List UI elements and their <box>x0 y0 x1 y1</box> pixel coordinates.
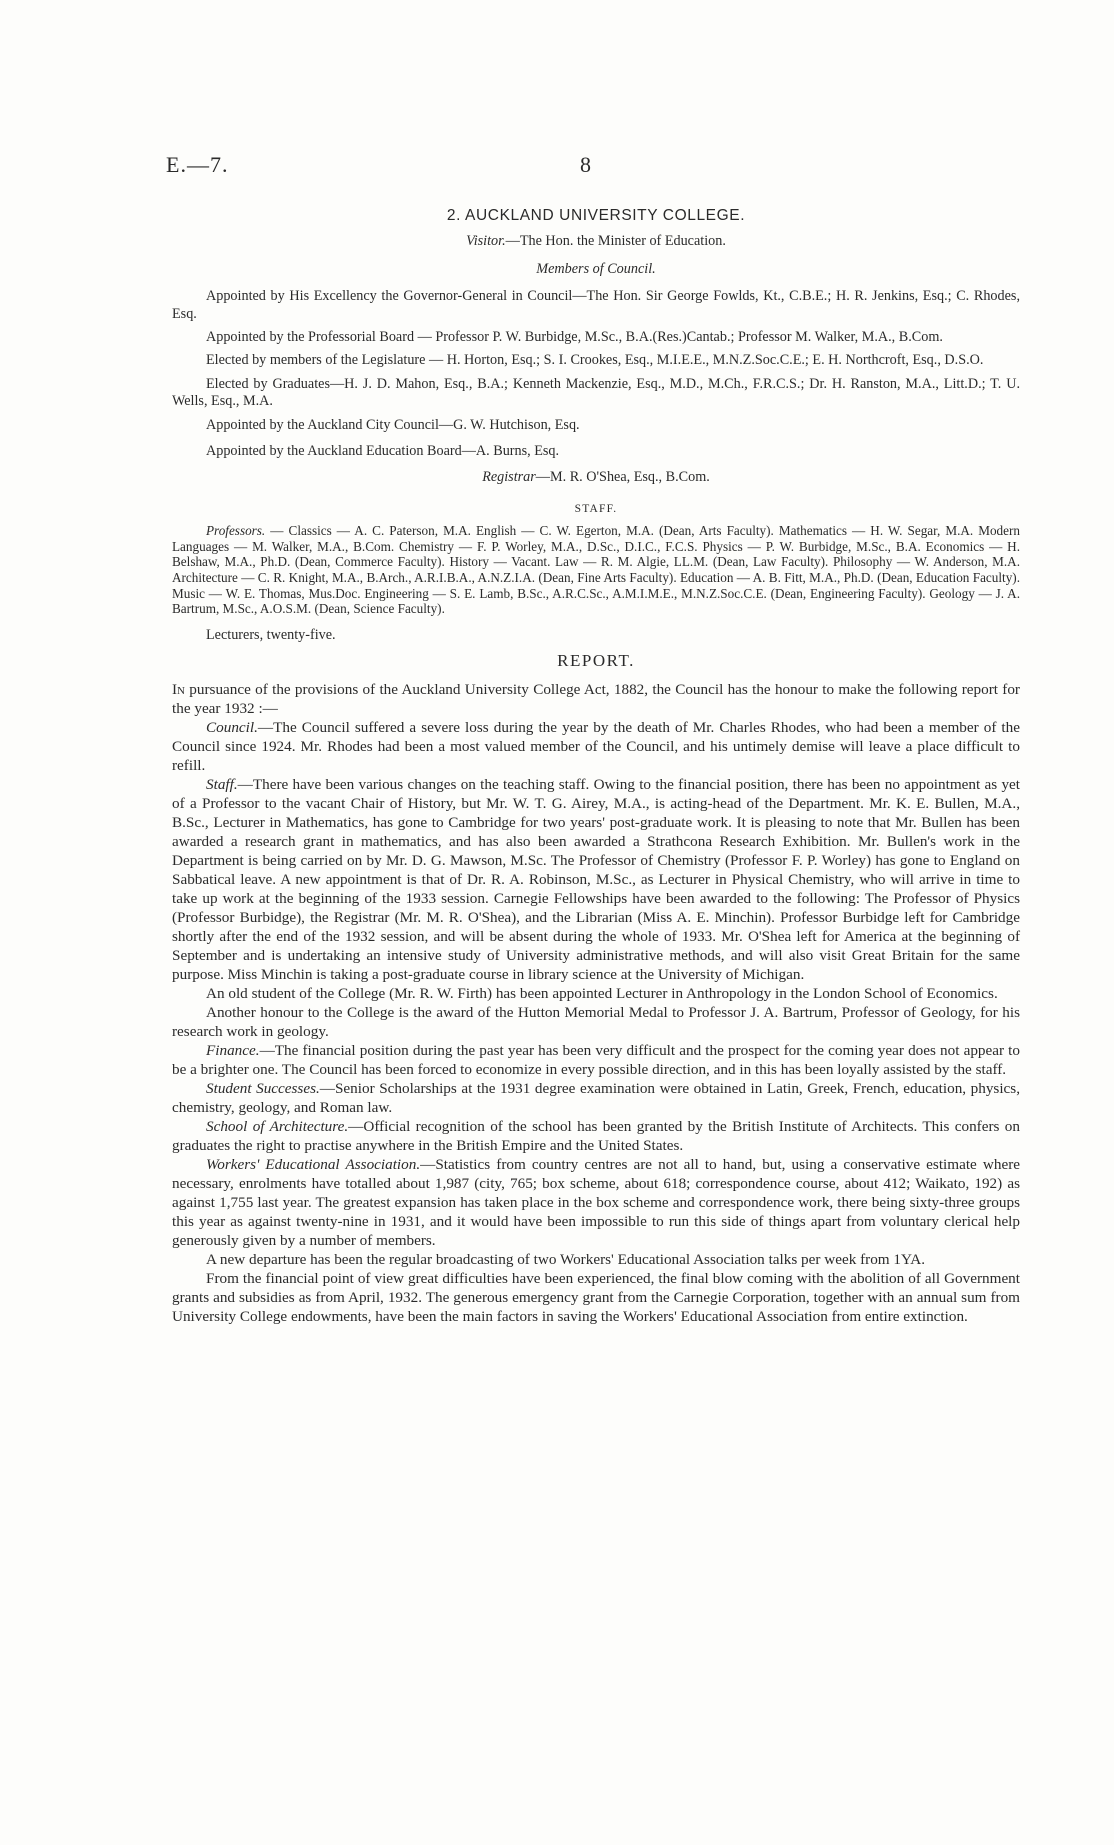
professors-label: Professors. <box>206 523 266 539</box>
visitor-line <box>172 233 1020 250</box>
council-paragraph: Elected by Graduates—H. J. D. Mahon, Esq., B.A.; Kenneth Mackenzie, Esq., M.D., M.Ch., F.R.C.S.; Dr. H. Ranston, M.A., Litt.D.; T. U. Wells, Esq., M.A. <box>172 375 1020 410</box>
intro-initial: In <box>172 680 186 698</box>
lecturers-line: Lecturers, twenty-five. <box>206 626 336 643</box>
page-body <box>172 207 1020 1326</box>
paragraph-text: An old student of the College (Mr. R. W. Firth) has been appointed Lecturer in Anthropology in the London School of Economics. <box>206 984 998 1002</box>
paragraph-text: —The Council suffered a severe loss during the year by the death of Mr. Charles Rhodes, who had been a member of the Council since 1924. Mr. Rhodes had been a most valued member of the Council, and his untimely demise will leave a place difficult to refill. <box>172 718 1020 774</box>
paragraph-label: School of Architecture. <box>206 1117 349 1135</box>
registrar-label: Registrar <box>482 469 536 486</box>
registrar-line <box>172 469 1020 486</box>
report-paragraph <box>172 1041 1020 1079</box>
council-paragraph: Appointed by the Auckland Education Board—A. Burns, Esq. <box>206 443 560 460</box>
report-paragraph <box>172 718 1020 775</box>
report-intro <box>172 680 1020 718</box>
report-paragraph <box>172 775 1020 984</box>
paragraph-label: Staff. <box>206 775 238 793</box>
paragraph-text: —There have been various changes on the teaching staff. Owing to the financial position, there has been no appointment as yet of a Professor to the vacant Chair of History, but Mr. W. T. G. Airey, M.A., is acting-head of the Department. Mr. K. E. Bullen, M.A., B.Sc., Lecturer in Mathematics, has gone to Cambridge for two years' post-graduate work. It is pleasing to note that Mr. Bullen has been awarded a research grant in mathematics, and has also been awarded a Strathcona Research Exhibition. Mr. Bullen's work in the Department is being carried on by Mr. D. G. Mawson, M.Sc. The Professor of Chemistry (Professor F. P. Worley) has gone to England on Sabbatical leave. A new appointment is that of Dr. R. A. Robinson, M.Sc., as Lecturer in Physical Chemistry, who will arrive in time to take up work at the beginning of the 1933 session. Carnegie Fellowships have been awarded to the following: The Professor of Physics (Professor Burbidge), the Registrar (Mr. M. R. O'Shea), and the Librarian (Miss A. E. Minchin). Professor Burbidge left for Cambridge shortly after the end of the 1932 session, and will be absent during the whole of 1933. Mr. O'Shea left for America at the beginning of September and is undertaking an intensive study of University administrative methods, and will also visit Great Britain for the same purpose. Miss Minchin is taking a post-graduate course in library science at the University of Michigan. <box>172 775 1020 983</box>
intro-text: pursuance of the provisions of the Auckland University College Act, 1882, the Council has the honour to make the following report for the year 1932 :— <box>172 680 1020 717</box>
report-paragraph <box>172 984 1020 1003</box>
registrar-text: —M. R. O'Shea, Esq., B.Com. <box>535 469 710 486</box>
report-paragraph <box>172 1155 1020 1250</box>
page-number: 8 <box>580 152 591 177</box>
paragraph-label: Workers' Educational Association. <box>206 1155 421 1173</box>
section-title: 2. AUCKLAND UNIVERSITY COLLEGE. <box>446 207 746 224</box>
paragraph-text: A new departure has been the regular broadcasting of two Workers' Educational Association talks per week from 1YA. <box>206 1250 926 1268</box>
council-paragraph: Appointed by the Professorial Board — Professor P. W. Burbidge, M.Sc., B.A.(Res.)Cantab.; Professor M. Walker, M.A., B.Com. <box>206 329 943 346</box>
report-paragraph <box>172 1079 1020 1117</box>
paragraph-label: Council. <box>206 718 258 736</box>
council-paragraph: Appointed by the Auckland City Council—G. W. Hutchison, Esq. <box>206 416 580 433</box>
professors-text: — Classics — A. C. Paterson, M.A. English — C. W. Egerton, M.A. (Dean, Arts Faculty). Mathematics — H. W. Segar, M.A. Modern Languages — M. Walker, M.A., B.Com. Chemistry — F. P. Worley, M.A., D.Sc., D.I.C., F.C.S. Physics — P. W. Burbidge, M.Sc., B.A. Economics — H. Belshaw, M.A., Ph.D. (Dean, Commerce Faculty). History — Vacant. Law — R. M. Algie, LL.M. (Dean, Law Faculty). Philosophy — W. Anderson, M.A. Architecture — C. R. Knight, M.A., B.Arch., A.R.I.B.A., A.N.Z.I.A. (Dean, Fine Arts Faculty). Education — A. B. Fitt, M.A., Ph.D. (Dean, Education Faculty). Music — W. E. Thomas, Mus.Doc. Engineering — S. E. Lamb, B.Sc., A.R.C.Sc., A.M.I.M.E., M.N.Z.Soc.C.E. (Dean, Engineering Faculty). Geology — J. A. Bartrum, M.Sc., A.O.S.M. (Dean, Science Faculty). <box>172 523 1020 617</box>
document-reference: E.—7. <box>166 152 229 177</box>
report-paragraph <box>172 1003 1020 1041</box>
council-paragraph: Elected by members of the Legislature — H. Horton, Esq.; S. I. Crookes, Esq., M.I.E.E., M.N.Z.Soc.C.E.; E. H. Northcroft, Esq., D.S.O. <box>206 352 984 369</box>
report-body <box>172 680 1020 1326</box>
paragraph-text: From the financial point of view great difficulties have been experienced, the final blow coming with the abolition of all Government grants and subsidies as from April, 1932. The generous emergency grant from the Carnegie Corporation, together with an annual sum from University College endowments, have been the main factors in saving the Workers' Educational Association from entire extinction. <box>172 1269 1020 1325</box>
paragraph-text: Another honour to the College is the award of the Hutton Memorial Medal to Professor J. A. Bartrum, Professor of Geology, for his research work in geology. <box>172 1003 1020 1040</box>
paragraph-text: —The financial position during the past year has been very difficult and the prospect for the coming year does not appear to be a brighter one. The Council has been forced to economize in every possible direction, and in this has been loyally assisted by the staff. <box>172 1041 1020 1078</box>
council-paragraph: Appointed by His Excellency the Governor-General in Council—The Hon. Sir George Fowlds, Kt., C.B.E.; H. R. Jenkins, Esq.; C. Rhodes, Esq. <box>172 288 1020 322</box>
paragraph-label: Student Successes. <box>206 1079 320 1097</box>
paragraph-text: —Official recognition of the school has been granted by the British Institute of Architects. This confers on graduates the right to practise anywhere in the British Empire and the United States. <box>172 1117 1020 1154</box>
paragraph-text: —Senior Scholarships at the 1931 degree examination were obtained in Latin, Greek, French, education, physics, chemistry, geology, and Roman law. <box>172 1079 1020 1116</box>
visitor-text: —The Hon. the Minister of Education. <box>505 233 726 250</box>
staff-heading: STAFF. <box>574 502 618 515</box>
paragraph-text: —Statistics from country centres are not all to hand, but, using a conservative estimate where necessary, enrolments have totalled about 1,987 (city, 765; box scheme, about 618; correspondence course, about 412; Waikato, 192) as against 1,755 last year. The greatest expansion has taken place in the box scheme and correspondence work, there being sixty-three groups this year as against twenty-nine in 1931, and it would have been impossible to run this side of things apart from voluntary clerical help generously given by a number of members. <box>172 1155 1020 1249</box>
paragraph-label: Finance. <box>206 1041 260 1059</box>
report-paragraph <box>172 1117 1020 1155</box>
report-paragraph <box>172 1269 1020 1326</box>
report-paragraph <box>172 1250 1020 1269</box>
council-heading: Members of Council. <box>536 260 656 277</box>
report-heading: REPORT. <box>557 651 635 671</box>
staff-paragraph <box>172 523 1020 617</box>
visitor-label: Visitor. <box>466 233 506 250</box>
